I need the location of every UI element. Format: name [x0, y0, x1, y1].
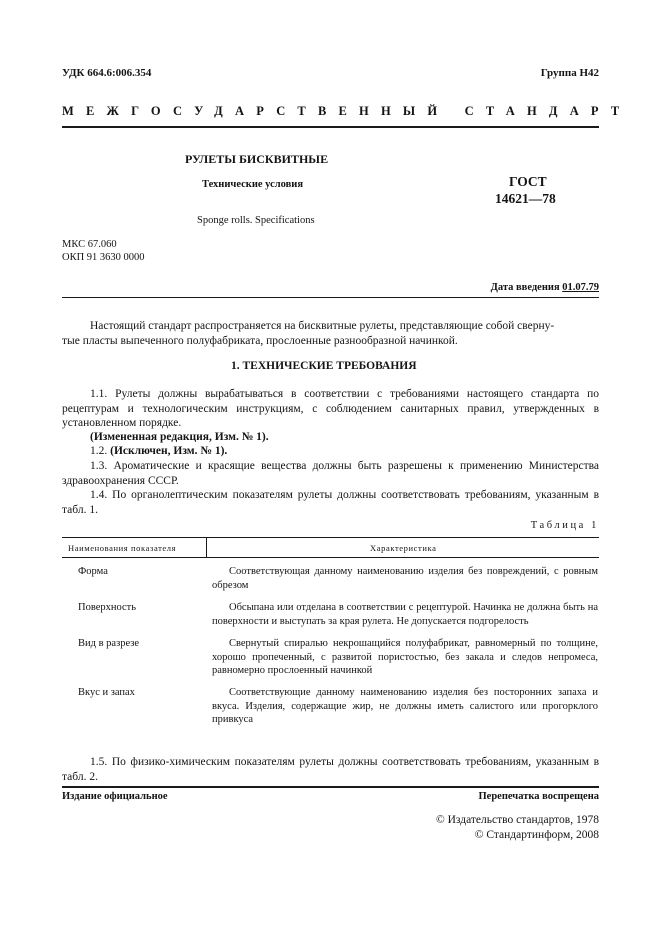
table-caption: Таблица 1	[530, 520, 599, 531]
table-row-2-desc: Обсыпана или отделана в соответствии с рецептурой. Начинка не должна быть на поверхности и выступать за края рулета. Не допускается подгорелость	[212, 602, 598, 627]
table-row-1-name: Форма	[78, 566, 108, 577]
mks-code: МКС 67.060	[62, 239, 117, 250]
table-header-characteristic: Характеристика	[370, 543, 437, 553]
copyright-1: © Издательство стандартов, 1978	[435, 814, 599, 826]
table-header-rule	[62, 557, 599, 558]
para-1-1: 1.1. Рулеты должны вырабатываться в соответствии с требованиями настоящего стандарта по рецептурам и технологическим инструкциям, с соблюдением санитарных правил, утвержденных в установленном порядке.	[62, 388, 599, 429]
gost-label: ГОСТ	[509, 174, 547, 189]
table-row-3-desc: Свернутый спиралью некрошащийся полуфабрикат, равномерный по толщине, хорошо пропеченный, с развитой пористостью, без закала и следов непромеса, равномерно прослоенный начинкой	[212, 638, 598, 676]
date-rule	[62, 297, 599, 298]
scope-line-2: тые пласты выпеченного полуфабриката, прослоенные разнообразной начинкой.	[62, 335, 458, 347]
para-1-4: 1.4. По органолептическим показателям рулеты должны соответствовать требованиям, указанным в табл. 1.	[62, 489, 599, 516]
table-header-divider	[206, 537, 207, 558]
table-row-4-desc: Соответствующие данному наименованию изделия без посторонних запаха и вкуса. Изделия, содержащие жир, не должны иметь салистого или прогорклого привкуса	[212, 687, 598, 725]
para-1-2-note: (Исключен, Изм. № 1).	[110, 445, 228, 457]
para-1-1-note: (Измененная редакция, Изм. № 1).	[90, 431, 269, 443]
okp-code: ОКП 91 3630 0000	[62, 252, 145, 263]
section-heading: 1. ТЕХНИЧЕСКИЕ ТРЕБОВАНИЯ	[231, 360, 417, 372]
english-title: Sponge rolls. Specifications	[197, 215, 315, 226]
scope-line-1: Настоящий стандарт распространяется на бисквитные рулеты, представляющие собой сверну-	[90, 320, 555, 332]
reprint-prohibited: Перепечатка воспрещена	[478, 791, 599, 802]
gost-number: 14621—78	[495, 191, 556, 206]
table-top-rule	[62, 537, 599, 538]
group-code: Группа Н42	[540, 67, 599, 79]
para-1-3: 1.3. Ароматические и красящие вещества должны быть разрешены к применению Министерства здравоохранения СССР.	[62, 460, 599, 487]
table-row-3-name: Вид в разрезе	[78, 638, 140, 649]
para-1-2	[90, 445, 227, 457]
udk-code: УДК 664.6:006.354	[62, 67, 152, 79]
doc-subtitle: Технические условия	[202, 179, 304, 190]
standard-type: МЕЖГОСУДАРСТВЕННЫЙ СТАНДАРТ	[62, 104, 632, 118]
official-edition: Издание официальное	[62, 791, 168, 802]
header-rule	[62, 126, 599, 128]
table-row-1-desc: Соответствующая данному наименованию изделия без повреждений, с ровным обрезом	[212, 566, 598, 591]
table-row-4-name: Вкус и запах	[78, 687, 135, 698]
copyright-2: © Стандартинформ, 2008	[474, 829, 599, 841]
para-1-2-number: 1.2.	[90, 445, 108, 457]
para-1-5: 1.5. По физико-химическим показателям рулеты должны соответствовать требованиям, указанным в табл. 2.	[62, 756, 599, 783]
intro-date-value: 01.07.79	[562, 282, 599, 293]
intro-date-label: Дата введения	[490, 282, 560, 293]
table-row-2-name: Поверхность	[78, 602, 137, 613]
table-header-name: Наименования показателя	[68, 543, 177, 553]
footer-rule	[62, 786, 599, 788]
intro-date	[491, 282, 599, 293]
doc-title: РУЛЕТЫ БИСКВИТНЫЕ	[185, 152, 329, 166]
